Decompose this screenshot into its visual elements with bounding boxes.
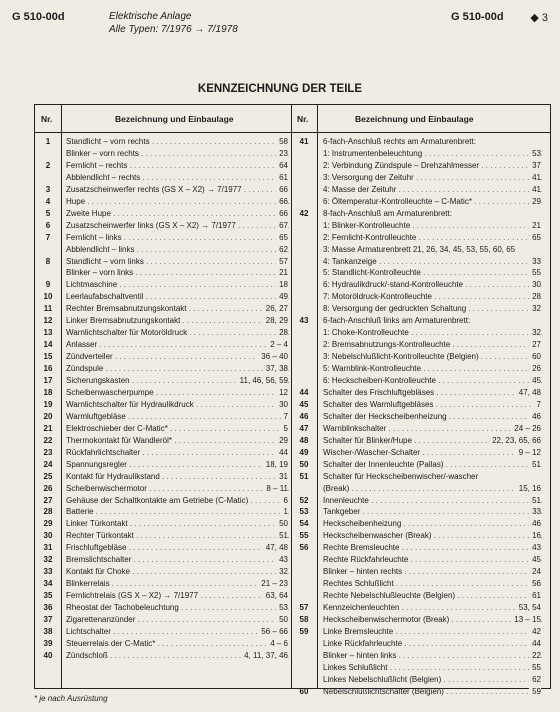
section-title: Elektrische Anlage — [109, 11, 192, 22]
row-number — [291, 650, 317, 662]
row-number: 24 — [43, 459, 53, 469]
diagram-location: 8 – 11 — [263, 483, 288, 495]
part-description: Hupe . . . — [66, 196, 289, 208]
part-description: Kontakt für Choke . . . — [66, 566, 289, 578]
row-number — [291, 674, 317, 686]
part-description: Zündverteiler . . . — [66, 351, 289, 363]
doc-code-right: G 510-00d — [451, 11, 504, 23]
doc-code: G 510-00d — [12, 11, 65, 23]
page-header — [0, 0, 560, 50]
part-description: Linker Türkontakt . . . — [66, 518, 289, 530]
row-number — [35, 244, 61, 256]
diagram-location: 24 — [529, 566, 541, 578]
diagram-location: 55 — [529, 267, 541, 279]
diagram-location: 51 — [529, 495, 541, 507]
diagram-location: 46 — [529, 411, 541, 423]
diagram-location: 61 — [529, 590, 541, 602]
diagram-location: 16 — [529, 530, 541, 542]
row-number: 33 — [43, 567, 53, 577]
part-description: Zusatzscheinwerfer rechts (GS X – X2) → 7/1977 . . . — [66, 184, 289, 196]
row-number — [291, 375, 317, 387]
row-number — [35, 172, 61, 184]
row-number: 60 — [299, 686, 309, 696]
diagram-location: 1 — [281, 506, 288, 518]
diagram-location: 26 — [529, 363, 541, 375]
row-number: 21 — [43, 423, 53, 433]
row-number: 4 — [45, 196, 51, 206]
diagram-location: 33 — [529, 256, 541, 268]
part-description: Frischluftgebläse . . . — [66, 542, 289, 554]
part-description: Linkes Nebelschlußlicht (Belgien) . . . — [323, 674, 542, 686]
diagram-location — [538, 208, 541, 220]
part-description: Lichtmaschine . . . — [66, 279, 289, 291]
row-number: 58 — [299, 615, 309, 624]
part-description: 6: Heckscheiben-Kontrolleuchte . . . — [323, 375, 542, 387]
diagram-location: 18, 19 — [263, 459, 288, 471]
row-number — [291, 244, 317, 256]
part-description: Zusatzscheinwerfer links (GS X – X2) → 7/1977 . . . — [66, 220, 289, 232]
row-number — [291, 590, 317, 602]
row-number: 48 — [299, 435, 309, 445]
parts-table — [34, 104, 551, 696]
row-number — [291, 638, 317, 650]
part-description: Scheibenwascherpumpe . . . — [66, 387, 289, 399]
diagram-location: 32 — [276, 566, 288, 578]
diagram-location: 29 — [529, 196, 541, 208]
diagram-location: 4 – 6 — [267, 638, 288, 650]
part-description: 8-fach-Anschluß am Armaturenbrett: — [323, 208, 452, 218]
row-number: 47 — [299, 423, 309, 433]
diagram-location: 21 – 23 — [258, 578, 288, 590]
diagram-location: 28 — [529, 291, 541, 303]
part-description: Blinkerrelais . . . — [66, 578, 289, 590]
diagram-location: 32 — [529, 303, 541, 315]
row-number: 16 — [43, 364, 53, 374]
part-description: Heckscheibenwischermotor (Break) . . . — [323, 614, 542, 626]
part-description: Innenleuchte . . . — [323, 495, 542, 507]
row-number — [291, 172, 317, 184]
row-number: 22 — [43, 435, 53, 445]
diagram-location: 18 — [276, 279, 288, 291]
row-number: 17 — [43, 376, 53, 385]
diagram-location: 46 — [529, 518, 541, 530]
row-number: 3 — [45, 184, 51, 194]
diagram-location: 30 — [529, 279, 541, 291]
row-number — [291, 339, 317, 351]
diagram-location: 30 — [276, 399, 288, 411]
part-description: 4: Tankanzeige . . . — [323, 256, 542, 268]
diagram-location: 66 — [276, 196, 288, 208]
row-number: 20 — [43, 411, 53, 421]
diagram-location: 6 — [281, 495, 288, 507]
part-description: Standlicht – vorn rechts . . . — [66, 136, 289, 148]
diagram-location: 15, 16 — [516, 483, 541, 495]
part-description: Linker Bremsabnutzungskontakt . . . — [66, 315, 289, 327]
part-description: Zündschloß . . . — [66, 650, 289, 662]
row-number: 52 — [299, 495, 309, 505]
row-number: 15 — [43, 352, 53, 362]
row-number: 56 — [299, 543, 309, 553]
diagram-location: 44 — [529, 638, 541, 650]
part-description: 1: Choke-Kontrolleuchte . . . — [323, 327, 542, 339]
part-description: 3: Masse Armaturenbrett 21, 26, 34, 45, 53, 55, 60, 65 — [323, 244, 516, 254]
part-description: Kontakt für Hydraulikstand . . . — [66, 471, 289, 483]
diagram-location: 22 — [529, 650, 541, 662]
row-number: 39 — [43, 638, 53, 648]
diagram-location — [538, 244, 541, 256]
part-description: Linke Bremsleuchte . . . — [323, 626, 542, 638]
part-description: Leerlaufabschaltventil . . . — [66, 291, 289, 303]
part-description: Abblendlicht – rechts . . . — [66, 172, 289, 184]
part-description: Zigarettenanzünder . . . — [66, 614, 289, 626]
diagram-location: 21 — [529, 220, 541, 232]
row-number — [291, 363, 317, 375]
row-number: 6 — [45, 220, 51, 230]
part-description: 6: Öltemperatur-Kontrolleuchte – C-Matic* . . . — [323, 196, 542, 208]
diagram-location: 53 — [529, 148, 541, 160]
part-description: Rechte Nebelschlußleuchte (Belgien) . . . — [323, 590, 542, 602]
diagram-location: 37, 38 — [263, 363, 288, 375]
part-description: Linke Rückfahrleuchte . . . — [323, 638, 542, 650]
header-nr-right: Nr. — [297, 114, 309, 124]
row-number: 12 — [43, 316, 53, 326]
column-divider — [317, 105, 318, 688]
row-number: 27 — [43, 495, 53, 505]
header-divider — [35, 132, 550, 133]
row-number: 42 — [299, 208, 309, 218]
row-number: 11 — [43, 304, 53, 314]
part-description: Spannungsregler . . . — [66, 459, 289, 471]
part-description: Blinker – vorn rechts . . . — [66, 148, 289, 160]
part-description: Rechte Rückfahrleuchte . . . — [323, 554, 542, 566]
row-number — [291, 279, 317, 291]
diagram-location: 27 — [529, 339, 541, 351]
row-number: 37 — [43, 615, 53, 624]
row-number: 55 — [299, 531, 309, 541]
part-description: Gehäuse der Schaltkontakte am Getriebe (C-Matic) . . . — [66, 495, 289, 507]
row-number: 7 — [45, 232, 51, 242]
diagram-location: 55 — [529, 662, 541, 674]
part-description: 6-fach-Anschluß links am Armaturenbrett: — [323, 316, 471, 326]
row-number: 8 — [45, 256, 51, 266]
row-number: 41 — [299, 137, 309, 146]
diagram-location: 7 — [281, 411, 288, 423]
part-description: 3: Nebelschlußlicht-Kontrolleuchte (Belgien) . . . — [323, 351, 542, 363]
row-number: 46 — [299, 411, 309, 421]
diagram-location: 47, 48 — [263, 542, 288, 554]
part-description: Schalter für Blinker/Hupe . . . — [323, 435, 542, 447]
row-number: 34 — [43, 579, 53, 589]
diagram-location: 28 — [276, 327, 288, 339]
diagram-location: 9 – 12 — [516, 447, 541, 459]
part-description: Sicherungskasten . . . — [66, 375, 289, 387]
row-number — [291, 160, 317, 172]
part-description: Warnlichtschalter für Hydraulikdruck . . . — [66, 399, 289, 411]
row-number: 31 — [43, 543, 53, 553]
part-description: Linkes Schlußlicht . . . — [323, 662, 542, 674]
part-description: 1: Instrumentenbeleuchtung . . . — [323, 148, 542, 160]
diagram-location: 42 — [529, 626, 541, 638]
row-number: 30 — [43, 531, 53, 541]
diagram-location: 37 — [529, 160, 541, 172]
part-description: Lichtschalter . . . — [66, 626, 289, 638]
model-range: Alle Typen: 7/1976 → 7/1978 — [109, 24, 238, 35]
diagram-location: 56 — [529, 578, 541, 590]
part-description: Blinker – vorn links . . . — [66, 267, 289, 279]
page-title: KENNZEICHNUNG DER TEILE — [197, 83, 363, 95]
row-number — [291, 303, 317, 315]
row-number: 51 — [299, 471, 309, 481]
row-number: 1 — [45, 137, 51, 146]
row-number: 9 — [45, 280, 51, 290]
row-number — [291, 554, 317, 566]
row-number — [291, 267, 317, 279]
diagram-location: 45 — [529, 375, 541, 387]
diagram-location: 43 — [529, 542, 541, 554]
row-number: 26 — [43, 483, 53, 493]
diagram-location: 5 — [281, 423, 288, 435]
row-number: 28 — [43, 507, 53, 517]
part-description: Schalter des Frischluftgebläses . . . — [323, 387, 542, 399]
row-number — [291, 327, 317, 339]
row-number: 29 — [43, 519, 53, 529]
part-description: Rheostat der Tachobeleuchtung . . . — [66, 602, 289, 614]
row-number: 40 — [43, 650, 53, 660]
row-number: 57 — [299, 603, 309, 613]
diagram-location: 65 — [529, 232, 541, 244]
row-number — [291, 220, 317, 232]
part-description: Zweite Hupe . . . — [66, 208, 289, 220]
diagram-location: 22, 23, 65, 66 — [489, 435, 541, 447]
part-description: Tankgeber . . . — [323, 506, 542, 518]
row-number: 49 — [299, 447, 309, 457]
diagram-location: 11, 46, 56, 59 — [237, 375, 288, 387]
part-description: Fernlicht – links . . . — [66, 232, 289, 244]
part-description: Schalter der Innenleuchte (Pallas) . . . — [323, 459, 542, 471]
diagram-location: 65 — [276, 232, 288, 244]
part-description: 2: Bremsabnutzungs-Kontrolleuchte . . . — [323, 339, 542, 351]
header-desc-left: Bezeichnung und Einbaulage — [115, 114, 234, 124]
diagram-location: 63, 64 — [263, 590, 288, 602]
diagram-location: 67 — [276, 220, 288, 232]
part-description: Blinker – hinten rechts . . . — [323, 566, 542, 578]
part-description: 5: Warnblink-Kontrolleuchte . . . — [323, 363, 542, 375]
part-description: 2: Verbindung Zündspule – Drehzahlmesser . . . — [323, 160, 542, 172]
row-number: 10 — [43, 292, 53, 302]
diagram-location — [538, 315, 541, 327]
part-description: Standlicht – vorn links . . . — [66, 256, 289, 268]
part-description: Batterie . . . — [66, 506, 289, 518]
diagram-location: 45 — [529, 554, 541, 566]
part-description: Kennzeichenleuchten . . . — [323, 602, 542, 614]
part-description: Zündspule . . . — [66, 363, 289, 375]
diagram-location: 41 — [529, 184, 541, 196]
diagram-location: 44 — [276, 447, 288, 459]
diagram-location: 2 – 4 — [267, 339, 288, 351]
diagram-location: 59 — [529, 686, 541, 698]
part-description: Elektroschieber der C-Matic* . . . — [66, 423, 289, 435]
part-description: Anlasser . . . — [66, 339, 289, 351]
diagram-location: 61 — [276, 172, 288, 184]
diagram-location: 4, 11, 37, 46 — [241, 650, 288, 662]
part-description: 7: Motoröldruck-Kontrolleuchte . . . — [323, 291, 542, 303]
diagram-location: 58 — [276, 136, 288, 148]
row-number: 14 — [43, 340, 53, 350]
diagram-location: 26, 27 — [263, 303, 288, 315]
row-number: 19 — [43, 399, 53, 409]
header-desc-right: Bezeichnung und Einbaulage — [355, 114, 474, 124]
row-number: 2 — [45, 160, 51, 170]
diagram-location: 47, 48 — [516, 387, 541, 399]
page-number: ◆ 3 — [530, 12, 548, 24]
diagram-location — [538, 136, 541, 148]
diagram-location: 23 — [276, 148, 288, 160]
row-number — [35, 267, 61, 279]
row-number: 18 — [43, 387, 53, 397]
row-number — [291, 566, 317, 578]
diagram-location: 36 – 40 — [258, 351, 288, 363]
diagram-location: 24 – 26 — [511, 423, 541, 435]
part-description: Schalter des Warmluftgebläses . . . — [323, 399, 542, 411]
diagram-location: 62 — [529, 674, 541, 686]
diagram-location: 41 — [529, 172, 541, 184]
part-description: 2: Fernlicht-Kontrolleuchte . . . — [323, 232, 542, 244]
part-description: 6: Hydraulikdruck/-stand-Kontrolleuchte . . . — [323, 279, 542, 291]
diagram-location: 31 — [276, 471, 288, 483]
header-nr-left: Nr. — [41, 114, 53, 124]
row-number: 5 — [45, 208, 51, 218]
diagram-location: 13 – 15 — [511, 614, 541, 626]
part-description: 5: Standlicht-Kontrolleuchte . . . — [323, 267, 542, 279]
part-description: Warnblinkschalter . . . — [323, 423, 542, 435]
part-description: Rechter Türkontakt . . . — [66, 530, 289, 542]
row-number — [291, 256, 317, 268]
row-number: 45 — [299, 399, 309, 409]
row-number: 23 — [43, 447, 53, 457]
row-number: 59 — [299, 626, 309, 636]
diagram-location: 7 — [534, 399, 541, 411]
diagram-location: 64 — [276, 160, 288, 172]
diagram-location: 21 — [276, 267, 288, 279]
diagram-location: 43 — [276, 554, 288, 566]
row-number: 32 — [43, 555, 53, 565]
diagram-location: 51 — [276, 530, 288, 542]
diagram-location — [538, 471, 541, 483]
row-number — [291, 483, 317, 495]
diagram-location: 33 — [529, 506, 541, 518]
row-number: 13 — [43, 328, 53, 338]
row-number — [291, 196, 317, 208]
row-number: 53 — [299, 507, 309, 517]
part-description: Scheibenwischermotor . . . — [66, 483, 289, 495]
part-description: Schalter für Heckscheibenwischer/-wascher — [323, 471, 479, 481]
row-number — [291, 184, 317, 196]
row-number: 54 — [299, 519, 309, 529]
diagram-location: 66 — [276, 208, 288, 220]
diagram-location: 29 — [276, 435, 288, 447]
row-number: 36 — [43, 603, 53, 613]
part-description: 1: Blinker-Kontrolleuchte . . . — [323, 220, 542, 232]
part-description: Warnlichtschalter für Motoröldruck . . . — [66, 327, 289, 339]
row-number: 43 — [299, 316, 309, 326]
row-number: 25 — [43, 471, 53, 481]
part-description: Thermokontakt für Wandleröl* . . . — [66, 435, 289, 447]
row-number — [291, 291, 317, 303]
part-description: Rechtes Schlußlicht . . . — [323, 578, 542, 590]
row-number — [291, 148, 317, 160]
column-divider — [61, 105, 62, 688]
diagram-location: 12 — [276, 387, 288, 399]
part-description: 8: Versorgung der gedruckten Schaltung . . . — [323, 303, 542, 315]
diagram-location: 53 — [276, 602, 288, 614]
diagram-location: 28, 29 — [263, 315, 288, 327]
part-description: Warmluftgebläse . . . — [66, 411, 289, 423]
part-description: Rechter Bremsabnutzungskontakt . . . — [66, 303, 289, 315]
part-description: Heckscheibenwascher (Break) . . . — [323, 530, 542, 542]
row-number — [35, 148, 61, 160]
part-description: Wischer-/Wascher-Schalter . . . — [323, 447, 542, 459]
row-number: 35 — [43, 591, 53, 601]
row-number: 38 — [43, 626, 53, 636]
diagram-location: 51 — [529, 459, 541, 471]
diagram-location: 57 — [276, 256, 288, 268]
row-number — [291, 351, 317, 363]
diagram-location: 50 — [276, 614, 288, 626]
row-number — [291, 578, 317, 590]
diagram-location: 62 — [276, 244, 288, 256]
part-description: 3: Versorgung der Zeituhr . . . — [323, 172, 542, 184]
diagram-location: 53, 54 — [516, 602, 541, 614]
diagram-location: 49 — [276, 291, 288, 303]
part-description: 4: Masse der Zeituhr . . . — [323, 184, 542, 196]
part-description: Blinker – hinten links . . . — [323, 650, 542, 662]
part-description: Steuerrelais der C-Matic* . . . — [66, 638, 289, 650]
footnote: * je nach Ausrüstung — [34, 694, 108, 703]
part-description: Heckscheibenheizung . . . — [323, 518, 542, 530]
diagram-location: 32 — [529, 327, 541, 339]
row-number: 50 — [299, 459, 309, 469]
diagram-location: 50 — [276, 518, 288, 530]
part-description: (Break) . . . — [323, 483, 542, 495]
row-number — [291, 232, 317, 244]
part-description: Nebelschlußlichtschalter (Belgien) . . . — [323, 686, 542, 698]
part-description: Fernlichtrelais (GS X – X2) → 7/1977 . . . — [66, 590, 289, 602]
row-number — [291, 662, 317, 674]
part-description: Bremslichtschalter . . . — [66, 554, 289, 566]
part-description: Fernlicht – rechts . . . — [66, 160, 289, 172]
part-description: Rückfahrlichtschalter . . . — [66, 447, 289, 459]
row-number: 44 — [299, 387, 309, 397]
part-description: 6-fach-Anschluß rechts am Armaturenbrett: — [323, 137, 476, 146]
part-description: Abblendlicht – links . . . — [66, 244, 289, 256]
part-description: Rechte Bremsleuchte . . . — [323, 542, 542, 554]
diagram-location: 60 — [529, 351, 541, 363]
part-description: Schalter der Heckscheibenheizung . . . — [323, 411, 542, 423]
diagram-location: 56 – 66 — [258, 626, 288, 638]
diagram-location: 66 — [276, 184, 288, 196]
